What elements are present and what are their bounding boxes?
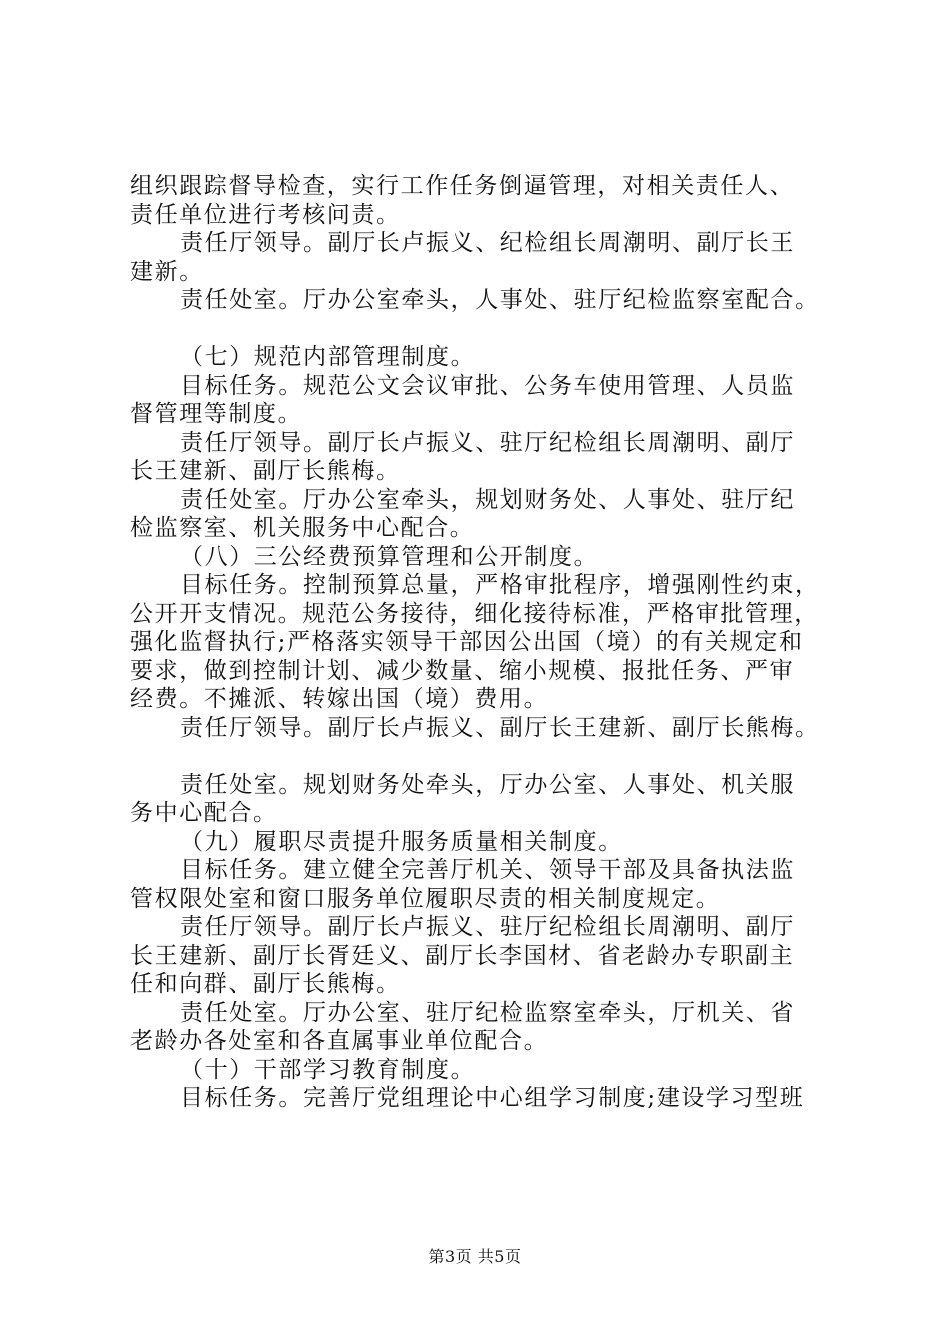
page-footer: 第3页 共5页 bbox=[428, 1247, 522, 1266]
blank-line bbox=[130, 315, 830, 344]
blank-line bbox=[130, 742, 830, 771]
text-line: 强化监督执行;严格落实领导干部因公出国（境）的有关规定和 bbox=[130, 629, 804, 655]
text-line: 经费。不摊派、转嫁出国（境）费用。 bbox=[130, 686, 549, 712]
text-line: 责任处室。规划财务处牵头，厅办公室、人事处、机关服 bbox=[180, 771, 795, 798]
text-line: 建新。 bbox=[130, 258, 204, 285]
text-line: 务中心配合。 bbox=[130, 800, 278, 826]
text-line: 责任厅领导。副厅长卢振义、副厅长王建新、副厅长熊梅。 bbox=[180, 714, 820, 741]
text-line: 长王建新、副厅长胥廷义、副厅长李国材、省老龄办专职副主 bbox=[130, 942, 795, 969]
text-line: 目标任务。建立健全完善厅机关、领导干部及具备执法监 bbox=[180, 857, 795, 883]
text-line: 目标任务。规范公文会议审批、公务车使用管理、人员监 bbox=[180, 372, 795, 399]
text-line: 目标任务。完善厅党组理论中心组学习制度;建设学习型班 bbox=[180, 1085, 805, 1111]
text-line: 老龄办各处室和各直属事业单位配合。 bbox=[130, 1028, 549, 1054]
text-line: 责任厅领导。副厅长卢振义、驻厅纪检组长周潮明、副厅 bbox=[180, 429, 795, 456]
text-line: （七）规范内部管理制度。 bbox=[180, 344, 476, 370]
text-line: 责任处室。厅办公室牵头，规划财务处、人事处、驻厅纪 bbox=[180, 486, 795, 513]
text-line: （十）干部学习教育制度。 bbox=[180, 1056, 476, 1083]
text-line: 任和向群、副厅长熊梅。 bbox=[130, 971, 401, 997]
text-line: 组织跟踪督导检查，实行工作任务倒逼管理，对相关责任人、 bbox=[130, 173, 795, 199]
text-line: 要求，做到控制计划、减少数量、缩小规模、报批任务、严审 bbox=[130, 657, 795, 684]
text-line: 管权限处室和窗口服务单位履职尽责的相关制度规定。 bbox=[130, 885, 721, 912]
document-body bbox=[130, 172, 830, 1113]
text-line: 检监察室、机关服务中心配合。 bbox=[130, 515, 475, 541]
text-line: 责任处室。厅办公室、驻厅纪检监察室牵头，厅机关、省 bbox=[180, 999, 795, 1026]
text-line: 长王建新、副厅长熊梅。 bbox=[130, 458, 401, 484]
text-line: 目标任务。控制预算总量，严格审批程序，增强刚性约束， bbox=[180, 572, 820, 598]
text-line: 责任处室。厅办公室牵头，人事处、驻厅纪检监察室配合。 bbox=[180, 287, 820, 313]
text-line: （九）履职尽责提升服务质量相关制度。 bbox=[180, 828, 623, 855]
text-line: 督管理等制度。 bbox=[130, 401, 303, 427]
text-line: 责任单位进行考核问责。 bbox=[130, 201, 401, 228]
text-line: 公开开支情况。规范公务接待，细化接待标准，严格审批管理， bbox=[130, 600, 819, 627]
text-line: 责任厅领导。副厅长卢振义、纪检组长周潮明、副厅长王 bbox=[180, 230, 795, 256]
text-line: 责任厅领导。副厅长卢振义、驻厅纪检组长周潮明、副厅 bbox=[180, 914, 795, 940]
text-line: （八）三公经费预算管理和公开制度。 bbox=[180, 543, 599, 570]
